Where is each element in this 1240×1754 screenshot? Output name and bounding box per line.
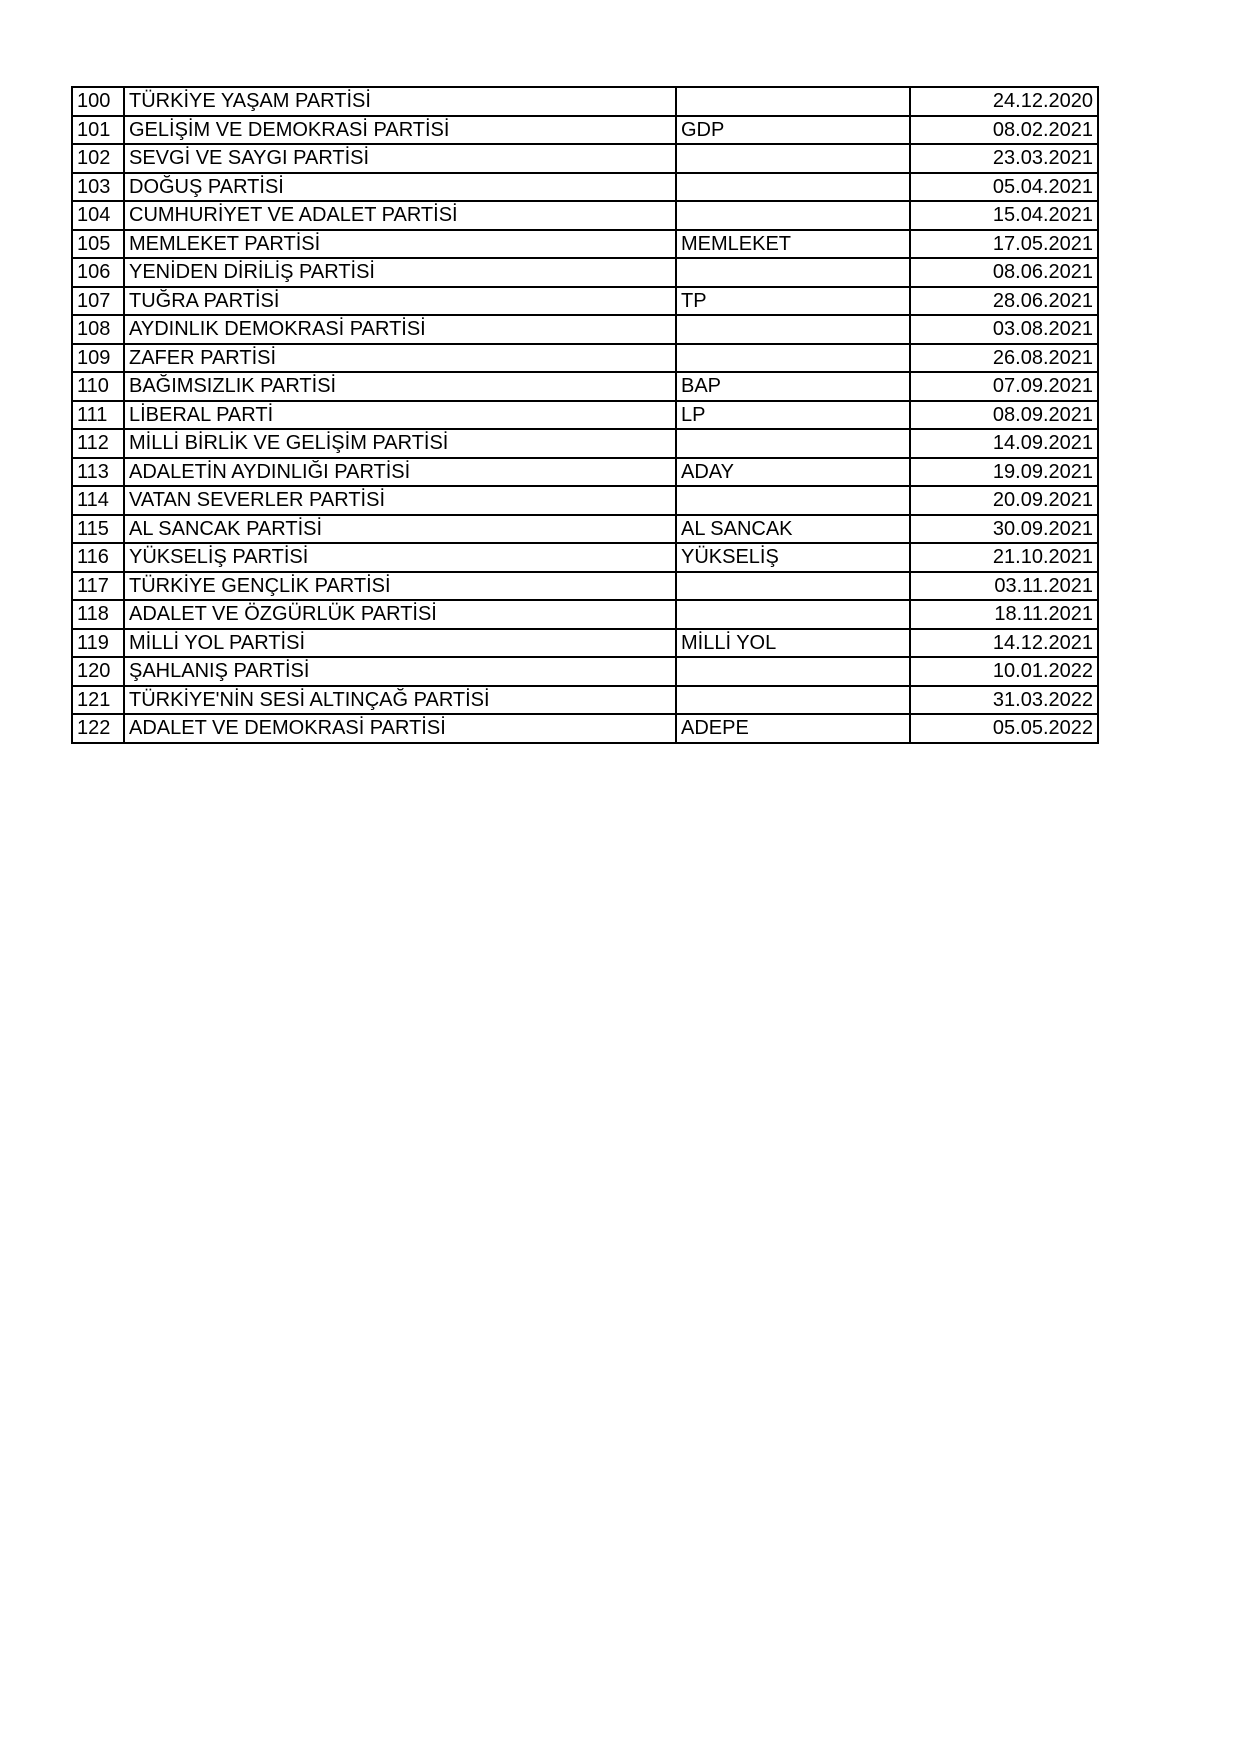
row-number-cell: 116	[72, 543, 124, 572]
row-number-cell: 101	[72, 116, 124, 145]
party-abbreviation-cell	[676, 258, 910, 287]
row-number-cell: 104	[72, 201, 124, 230]
founding-date-cell: 08.06.2021	[910, 258, 1098, 287]
party-abbreviation-cell	[676, 486, 910, 515]
party-name-cell: MİLLİ BİRLİK VE GELİŞİM PARTİSİ	[124, 429, 676, 458]
row-number-cell: 118	[72, 600, 124, 629]
party-abbreviation-cell	[676, 657, 910, 686]
founding-date-cell: 10.01.2022	[910, 657, 1098, 686]
row-number-cell: 115	[72, 515, 124, 544]
party-name-cell: TUĞRA PARTİSİ	[124, 287, 676, 316]
row-number-cell: 110	[72, 372, 124, 401]
row-number-cell: 100	[72, 87, 124, 116]
row-number-cell: 114	[72, 486, 124, 515]
founding-date-cell: 23.03.2021	[910, 144, 1098, 173]
founding-date-cell: 28.06.2021	[910, 287, 1098, 316]
row-number-cell: 121	[72, 686, 124, 715]
table-row	[72, 287, 1098, 316]
party-name-cell: MEMLEKET PARTİSİ	[124, 230, 676, 259]
party-abbreviation-cell	[676, 173, 910, 202]
party-abbreviation-cell	[676, 572, 910, 601]
party-name-cell: TÜRKİYE YAŞAM PARTİSİ	[124, 87, 676, 116]
table-row	[72, 572, 1098, 601]
party-abbreviation-cell	[676, 686, 910, 715]
party-abbreviation-cell: LP	[676, 401, 910, 430]
party-abbreviation-cell	[676, 87, 910, 116]
table-row	[72, 401, 1098, 430]
party-abbreviation-cell	[676, 144, 910, 173]
party-abbreviation-cell: YÜKSELİŞ	[676, 543, 910, 572]
party-name-cell: ZAFER PARTİSİ	[124, 344, 676, 373]
founding-date-cell: 17.05.2021	[910, 230, 1098, 259]
table-row	[72, 315, 1098, 344]
table-row	[72, 144, 1098, 173]
row-number-cell: 112	[72, 429, 124, 458]
table-row	[72, 372, 1098, 401]
table-row	[72, 486, 1098, 515]
founding-date-cell: 08.02.2021	[910, 116, 1098, 145]
row-number-cell: 117	[72, 572, 124, 601]
founding-date-cell: 21.10.2021	[910, 543, 1098, 572]
table-row	[72, 686, 1098, 715]
party-name-cell: BAĞIMSIZLIK PARTİSİ	[124, 372, 676, 401]
party-name-cell: AL SANCAK PARTİSİ	[124, 515, 676, 544]
table-row	[72, 458, 1098, 487]
table-row	[72, 600, 1098, 629]
party-table-body	[72, 87, 1098, 743]
party-name-cell: MİLLİ YOL PARTİSİ	[124, 629, 676, 658]
party-abbreviation-cell: GDP	[676, 116, 910, 145]
party-name-cell: ADALETİN AYDINLIĞI PARTİSİ	[124, 458, 676, 487]
table-row	[72, 429, 1098, 458]
party-abbreviation-cell	[676, 429, 910, 458]
row-number-cell: 103	[72, 173, 124, 202]
party-name-cell: ŞAHLANIŞ PARTİSİ	[124, 657, 676, 686]
founding-date-cell: 18.11.2021	[910, 600, 1098, 629]
table-row	[72, 173, 1098, 202]
row-number-cell: 122	[72, 714, 124, 743]
party-name-cell: YÜKSELİŞ PARTİSİ	[124, 543, 676, 572]
table-row	[72, 515, 1098, 544]
founding-date-cell: 30.09.2021	[910, 515, 1098, 544]
founding-date-cell: 05.05.2022	[910, 714, 1098, 743]
party-name-cell: TÜRKİYE'NİN SESİ ALTINÇAĞ PARTİSİ	[124, 686, 676, 715]
founding-date-cell: 26.08.2021	[910, 344, 1098, 373]
row-number-cell: 113	[72, 458, 124, 487]
founding-date-cell: 14.09.2021	[910, 429, 1098, 458]
row-number-cell: 120	[72, 657, 124, 686]
table-row	[72, 116, 1098, 145]
table-row	[72, 201, 1098, 230]
founding-date-cell: 03.08.2021	[910, 315, 1098, 344]
row-number-cell: 109	[72, 344, 124, 373]
row-number-cell: 105	[72, 230, 124, 259]
table-row	[72, 657, 1098, 686]
party-abbreviation-cell: BAP	[676, 372, 910, 401]
party-name-cell: VATAN SEVERLER PARTİSİ	[124, 486, 676, 515]
founding-date-cell: 05.04.2021	[910, 173, 1098, 202]
party-name-cell: YENİDEN DİRİLİŞ PARTİSİ	[124, 258, 676, 287]
party-abbreviation-cell	[676, 315, 910, 344]
party-name-cell: CUMHURİYET VE ADALET PARTİSİ	[124, 201, 676, 230]
party-abbreviation-cell	[676, 201, 910, 230]
table-row	[72, 344, 1098, 373]
founding-date-cell: 19.09.2021	[910, 458, 1098, 487]
row-number-cell: 111	[72, 401, 124, 430]
party-abbreviation-cell: MEMLEKET	[676, 230, 910, 259]
party-abbreviation-cell	[676, 600, 910, 629]
party-name-cell: GELİŞİM VE DEMOKRASİ PARTİSİ	[124, 116, 676, 145]
party-name-cell: AYDINLIK DEMOKRASİ PARTİSİ	[124, 315, 676, 344]
table-row	[72, 629, 1098, 658]
founding-date-cell: 07.09.2021	[910, 372, 1098, 401]
party-abbreviation-cell: AL SANCAK	[676, 515, 910, 544]
party-name-cell: ADALET VE DEMOKRASİ PARTİSİ	[124, 714, 676, 743]
row-number-cell: 106	[72, 258, 124, 287]
table-row	[72, 714, 1098, 743]
table-row	[72, 230, 1098, 259]
party-abbreviation-cell: ADEPE	[676, 714, 910, 743]
founding-date-cell: 14.12.2021	[910, 629, 1098, 658]
party-name-cell: TÜRKİYE GENÇLİK PARTİSİ	[124, 572, 676, 601]
party-name-cell: LİBERAL PARTİ	[124, 401, 676, 430]
row-number-cell: 102	[72, 144, 124, 173]
party-name-cell: ADALET VE ÖZGÜRLÜK PARTİSİ	[124, 600, 676, 629]
party-name-cell: SEVGİ VE SAYGI PARTİSİ	[124, 144, 676, 173]
founding-date-cell: 20.09.2021	[910, 486, 1098, 515]
table-row	[72, 87, 1098, 116]
table-row	[72, 258, 1098, 287]
row-number-cell: 119	[72, 629, 124, 658]
row-number-cell: 107	[72, 287, 124, 316]
party-abbreviation-cell: ADAY	[676, 458, 910, 487]
party-registry-table	[71, 86, 1099, 744]
founding-date-cell: 24.12.2020	[910, 87, 1098, 116]
table-row	[72, 543, 1098, 572]
founding-date-cell: 31.03.2022	[910, 686, 1098, 715]
founding-date-cell: 03.11.2021	[910, 572, 1098, 601]
founding-date-cell: 15.04.2021	[910, 201, 1098, 230]
party-abbreviation-cell	[676, 344, 910, 373]
party-name-cell: DOĞUŞ PARTİSİ	[124, 173, 676, 202]
founding-date-cell: 08.09.2021	[910, 401, 1098, 430]
row-number-cell: 108	[72, 315, 124, 344]
party-abbreviation-cell: MİLLİ YOL	[676, 629, 910, 658]
party-abbreviation-cell: TP	[676, 287, 910, 316]
